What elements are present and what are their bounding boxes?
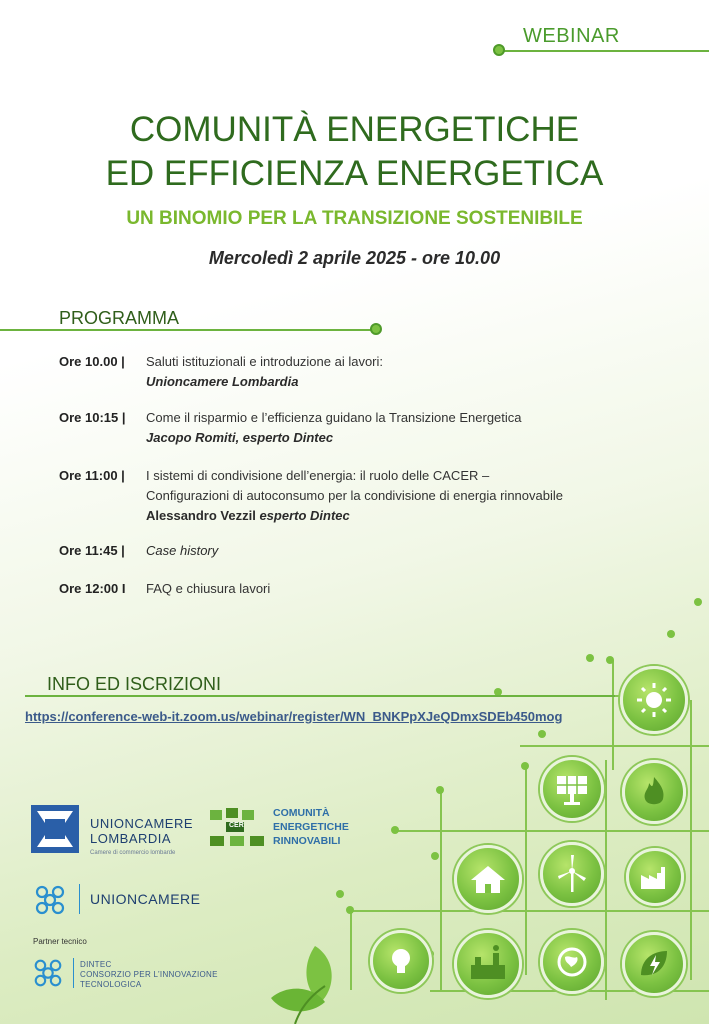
program-time: Ore 10.00 | — [59, 354, 125, 369]
leaves-icon — [265, 940, 355, 1024]
unioncamere-logo-icon — [32, 882, 68, 918]
program-desc: Saluti istituzionali e introduzione ai lavori: — [146, 354, 384, 369]
dintec-name — [80, 960, 218, 990]
leaf-bolt-icon — [622, 932, 686, 996]
page-subtitle: UN BINOMIO PER LA TRANSIZIONE SOSTENIBILE — [126, 208, 583, 229]
program-text — [146, 352, 686, 392]
ucl-tagline: Camere di commercio lombarde — [90, 850, 176, 856]
dintec-line1: CONSORZIO PER L’INNOVAZIONE — [80, 970, 218, 979]
network-line — [395, 830, 709, 832]
network-line — [350, 910, 709, 912]
dintec-title: DINTEC — [80, 960, 112, 969]
network-dot — [667, 630, 675, 638]
program-desc: Case history — [146, 543, 219, 558]
ucl-name-line2: LOMBARDIA — [90, 831, 172, 846]
wind-turbine-icon — [540, 842, 604, 906]
program-time: Ore 10:15 | — [59, 410, 126, 425]
network-line — [605, 760, 607, 1000]
program-item — [59, 408, 679, 448]
program-heading: PROGRAMMA — [59, 308, 180, 328]
cer-badge: CER — [229, 822, 244, 829]
program-speaker — [146, 506, 686, 526]
network-dot — [391, 826, 399, 834]
network-line — [612, 660, 614, 770]
ucl-name-line1: UNIONCAMERE — [90, 816, 194, 831]
program-dot — [370, 323, 382, 335]
house-icon — [454, 845, 522, 913]
factory-icon — [626, 848, 684, 906]
network-dot — [436, 786, 444, 794]
cer-name — [273, 806, 349, 848]
logo-divider — [79, 884, 80, 914]
network-dot — [586, 654, 594, 662]
solar-panel-icon — [540, 757, 604, 821]
power-plant-icon — [454, 930, 522, 998]
partner-label: Partner tecnico — [33, 937, 87, 946]
unioncamere-name: UNIONCAMERE — [90, 891, 201, 907]
program-desc: Come il risparmio e l’efficienza guidano la Transizione Energetica — [146, 410, 522, 425]
registration-link[interactable]: https://conference-web-it.zoom.us/webinar/register/WN_BNKPpXJeQDmxSDEb450mog — [25, 709, 563, 724]
cer-logo — [208, 806, 268, 850]
page-title — [0, 108, 709, 196]
network-dot — [521, 762, 529, 770]
program-item — [59, 352, 679, 392]
network-line — [525, 765, 527, 975]
program-time: Ore 11:00 | — [59, 468, 125, 483]
logo-divider — [73, 958, 74, 988]
program-item — [59, 466, 679, 526]
unioncamere-lombardia-name — [90, 816, 193, 861]
program-line — [0, 329, 375, 331]
flame-icon — [622, 760, 686, 824]
program-desc: FAQ e chiusura lavori — [146, 581, 271, 596]
network-dot — [336, 890, 344, 898]
program-item — [59, 541, 679, 561]
info-line — [25, 695, 615, 697]
cer-line2: ENERGETICHE — [273, 821, 349, 833]
sun-icon — [620, 666, 688, 734]
unioncamere-lombardia-logo — [31, 805, 79, 853]
title-line-1: COMUNITÀ ENERGETICHE — [129, 110, 580, 149]
program-time: Ore 12:00 I — [59, 581, 126, 596]
program-time: Ore 11:45 | — [59, 543, 125, 558]
globe-icon — [540, 930, 604, 994]
dintec-logo-icon — [31, 956, 65, 990]
program-speaker: Unioncamere Lombardia — [146, 374, 299, 389]
dintec-line2: TECNOLOGICA — [80, 980, 142, 989]
lightbulb-icon — [370, 930, 432, 992]
program-speaker: Jacopo Romiti, esperto Dintec — [146, 430, 334, 445]
info-heading: INFO ED ISCRIZIONI — [47, 674, 222, 694]
network-dot — [694, 598, 702, 606]
speaker-name: Alessandro Vezzil — [146, 508, 256, 523]
network-line — [690, 700, 692, 980]
speaker-role: esperto Dintec — [259, 508, 350, 523]
network-dot — [346, 906, 354, 914]
webinar-line — [500, 50, 709, 52]
network-line — [520, 745, 709, 747]
program-desc: I sistemi di condivisione dell’energia: il ruolo delle CACER – — [146, 468, 490, 483]
cer-line1: COMUNITÀ — [273, 807, 330, 819]
network-dot — [431, 852, 439, 860]
program-text — [146, 466, 686, 526]
program-desc-2: Configurazioni di autoconsumo per la condivisione di energia rinnovabile — [146, 488, 563, 503]
title-line-2: ED EFFICIENZA ENERGETICA — [105, 154, 604, 193]
webinar-dot — [493, 44, 505, 56]
event-date: Mercoledì 2 aprile 2025 - ore 10.00 — [208, 248, 501, 268]
network-dot — [538, 730, 546, 738]
network-line — [440, 790, 442, 990]
cer-line3: RINNOVABILI — [273, 835, 341, 847]
program-item — [59, 579, 679, 599]
network-dot — [606, 656, 614, 664]
program-text — [146, 408, 686, 448]
webinar-label: WEBINAR — [523, 25, 620, 47]
